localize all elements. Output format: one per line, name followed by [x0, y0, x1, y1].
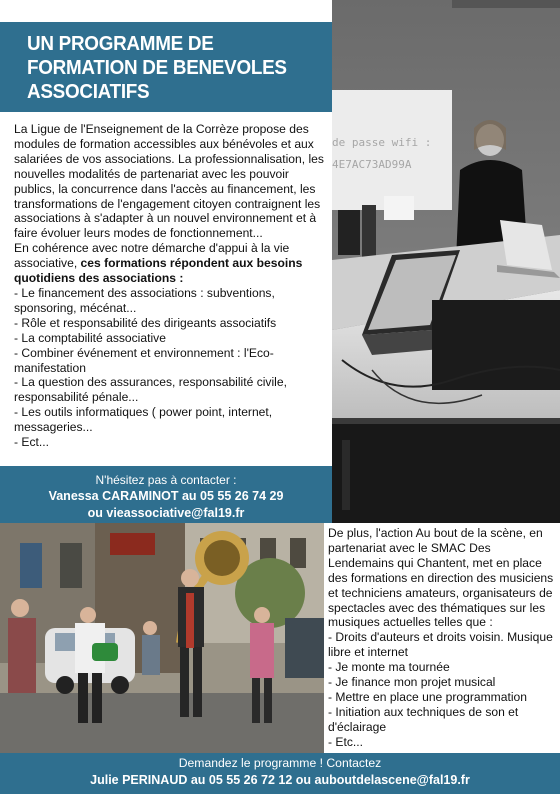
list-item: - Mettre en place une programmation [328, 689, 527, 704]
wifi-code: 4E7AC73AD99A [332, 158, 412, 171]
title-line-3: ASSOCIATIFS [27, 80, 150, 103]
list-item: - Je finance mon projet musical [328, 675, 496, 690]
contact-name-phone: Vanessa CARAMINOT au 05 55 26 74 29 [48, 489, 284, 503]
training-list [14, 286, 326, 450]
list-item: - Les outils informatiques ( power point, internet, messageries... [14, 405, 273, 435]
contact-bar-bout-de-la-scene [0, 753, 560, 794]
title-line-1: UN PROGRAMME DE [27, 32, 214, 55]
list-item: - Je monte ma tournée [328, 660, 450, 675]
contact2-heading: Demandez le programme ! Contactez [178, 756, 382, 770]
main-text [14, 122, 326, 450]
second-intro: De plus, l'action Au bout de la scène, en partenariat avec le SMAC Des Lendemains qui Chantent, met en place des formations en direction des musiciens et techniciens amateurs, organisateurs de spectacles avec des thématiques sur les musiques actuelles telles que : [328, 526, 554, 630]
classroom-photo [332, 0, 560, 523]
wifi-label: de passe wifi : [332, 136, 432, 149]
contact-heading: N'hésitez pas à contacter : [95, 473, 237, 487]
list-item: - Droits d'auteurs et droits voisin. Musique libre et internet [328, 630, 553, 660]
secondary-text [328, 526, 556, 750]
list-item: - Le financement des associations : subventions, sponsoring, mécénat... [14, 285, 275, 315]
classroom-photo-drawing [332, 0, 560, 523]
contact2-line: Julie PERINAUD au 05 55 26 72 12 ou auboutdelascene@fal19.fr [90, 773, 470, 787]
street-band-photo [0, 523, 324, 753]
list-item: - La comptabilité associative [14, 330, 166, 345]
intro-paragraph: La Ligue de l'Enseignement de la Corrèze propose des modules de formation accessibles aux bénévoles et aux salariées de vos associations. La professionnalisation, les nouvelles modalités de partenariat avec les pouvoir publics, la concurrence dans l'accès au financement, les transformations de l'engagement citoyen contraignent les associations à s'adapter à un nouvel environnement et à faire évoluer leurs modes de fonctionnement... [14, 122, 324, 241]
list-item: - Rôle et responsabilité des dirigeants associatifs [14, 315, 277, 330]
music-training-list [328, 630, 556, 749]
contact-bar-vie-associative [0, 466, 332, 523]
contact-email[interactable]: ou vieassociative@fal19.fr [87, 506, 245, 520]
list-item: - La question des assurances, responsabilité civile, responsabilité pénale... [14, 375, 287, 405]
coherence-bold: ces formations répondent aux besoins quotidiens des associations : [14, 256, 303, 286]
coherence-paragraph [14, 241, 326, 286]
list-item: - Etc... [328, 734, 363, 749]
street-band-drawing [0, 523, 324, 753]
wifi-screen-text [332, 132, 452, 176]
list-item: - Combiner événement et environnement : l'Eco-manifestation [14, 345, 274, 375]
coherence-prefix: En cohérence avec notre démarche d'appui à la vie associative, [14, 241, 290, 271]
list-item: - Initiation aux techniques de son et d'éclairage [328, 704, 519, 734]
title-line-2: FORMATION DE BENEVOLES [27, 56, 287, 79]
title-banner [0, 22, 332, 112]
list-item: - Ect... [14, 435, 49, 450]
